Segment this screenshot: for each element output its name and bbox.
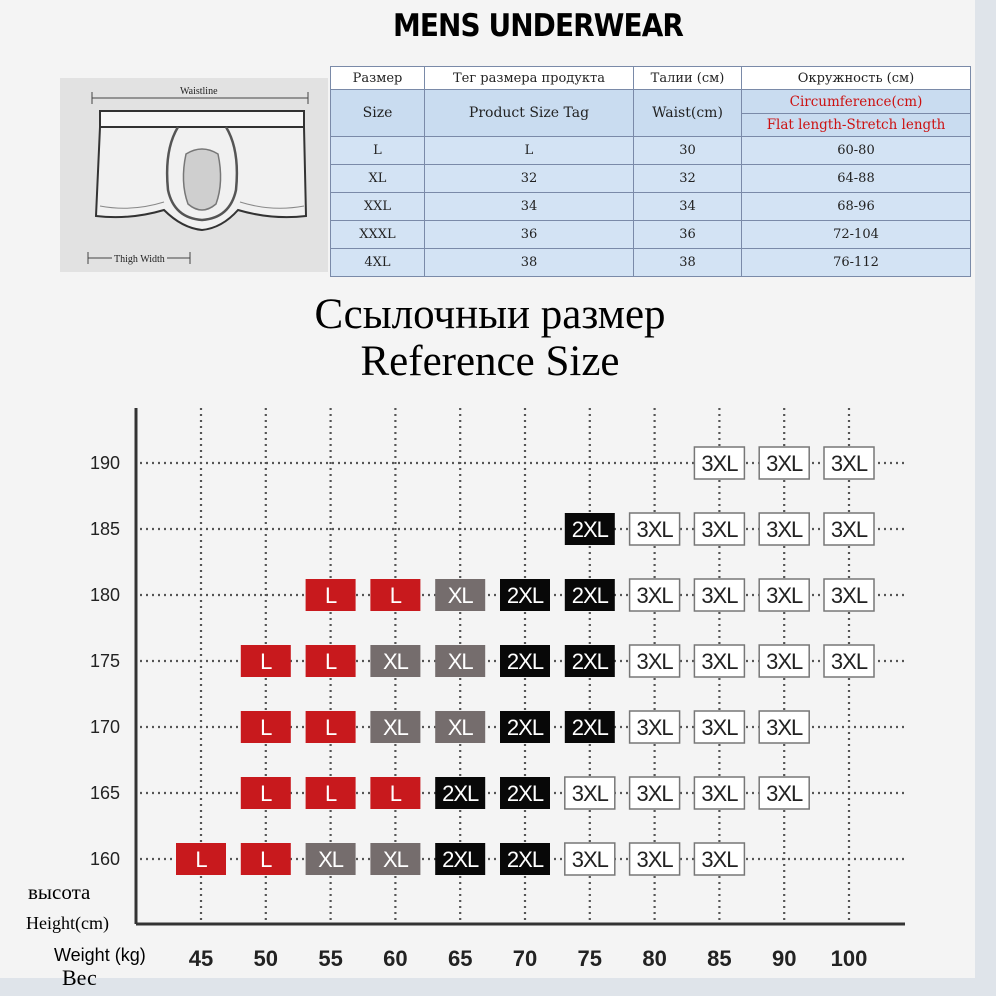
size-cell-label: XL [447,649,473,674]
size-cell-label: L [324,583,337,608]
flat-stretch-label: Flat length-Stretch length [742,113,970,136]
size-cell-label: 2XL [442,781,479,806]
waistline-label: Waistline [180,86,218,97]
size-cell-label: 2XL [506,715,544,740]
y-tick-label: 170 [89,717,120,737]
cell-waist: 38 [634,249,742,277]
size-cell-label: 3XL [701,847,738,872]
cell-size: 4XL [331,249,425,277]
x-tick-label: 45 [188,946,214,971]
size-cell-label: XL [447,715,473,740]
size-cell-label: 3XL [766,451,803,476]
x-tick-label: 65 [447,946,473,971]
reference-title-en: Reference Size [360,338,620,385]
cell-waist: 30 [634,137,742,165]
size-cell-label: L [260,649,272,674]
size-cell-label: 3XL [766,715,803,740]
size-cell-label: 3XL [636,847,673,872]
size-cell-label: 3XL [701,517,738,542]
size-cell-label: 3XL [830,451,868,476]
size-cell-label: 3XL [766,649,803,674]
size-cell-label: 3XL [636,649,673,674]
y-tick-label: 165 [89,783,120,803]
cell-tag: 38 [425,249,634,277]
size-cell-label: 2XL [571,715,608,740]
size-cell-label: XL [447,583,473,608]
size-cell-label: L [260,847,272,872]
cell-tag: L [425,137,634,165]
page-title: MENS UNDERWEAR [393,8,683,44]
size-cell-label: 3XL [571,781,608,806]
reference-title-ru: Ссылочныи размер [314,291,666,338]
header-waist-ru: Талии (см) [634,67,742,90]
size-cell-label: 2XL [571,517,608,542]
cell-waist: 36 [634,221,742,249]
cell-waist: 34 [634,193,742,221]
size-cell-label: 2XL [506,583,544,608]
header-size: Size [331,90,425,137]
size-cell-label: 3XL [830,517,868,542]
header-tag-ru: Тег размера продукта [425,67,634,90]
size-cell-label: 3XL [636,517,673,542]
circumference-label: Circumference(cm) [789,93,923,110]
cell-circumference: 76-112 [742,249,971,277]
size-cell-label: 3XL [701,715,738,740]
size-cell-label: 2XL [506,847,544,872]
size-cell-label: XL [382,649,408,674]
size-cell-label: 3XL [766,583,803,608]
size-cell-label: 3XL [701,583,738,608]
size-cell-label: 2XL [571,583,608,608]
x-tick-label: 60 [383,946,408,971]
size-cell-label: 2XL [506,781,544,806]
size-cell-label: 2XL [571,649,608,674]
size-cell-label: 3XL [830,649,868,674]
cell-size: L [331,137,425,165]
cell-circumference: 72-104 [742,221,971,249]
thigh-width-label: Thigh Width [114,254,165,265]
header-waist: Waist(cm) [634,90,742,137]
header-size-ru: Размер [331,67,425,90]
size-cell-label: L [260,781,272,806]
size-cell-label: XL [382,715,408,740]
cell-circumference: 68-96 [742,193,971,221]
x-axis-label-ru: Вес [62,965,97,990]
size-cell-label: 2XL [506,649,544,674]
y-axis-label: Height(cm) [26,913,109,933]
size-cell-label: 3XL [766,517,803,542]
cell-waist: 32 [634,165,742,193]
size-cell-label: 3XL [636,715,673,740]
size-cell-label: XL [318,847,344,872]
cell-size: XXXL [331,221,425,249]
cell-circumference: 64-88 [742,165,971,193]
size-cell-label: 3XL [701,649,738,674]
size-cell-label: 2XL [442,847,479,872]
size-cell-label: 3XL [571,847,608,872]
header-tag: Product Size Tag [425,90,634,137]
x-tick-label: 100 [830,946,868,971]
x-tick-label: 50 [253,946,279,971]
size-cell-label: 3XL [636,781,673,806]
y-tick-label: 180 [89,585,120,605]
size-cell-label: 3XL [701,451,738,476]
y-tick-label: 160 [89,849,120,869]
y-axis-label-ru: высота [28,880,91,904]
y-tick-label: 185 [89,519,120,539]
x-tick-label: 90 [771,946,797,971]
size-cell-label: XL [382,847,408,872]
size-cell-label: L [324,715,337,740]
y-tick-label: 190 [89,453,120,473]
size-cell-label: L [324,649,337,674]
cell-tag: 36 [425,221,634,249]
x-tick-label: 80 [642,946,667,971]
x-tick-label: 85 [707,946,732,971]
x-tick-label: 70 [512,946,538,971]
cell-size: XL [331,165,425,193]
x-axis-label: Weight (kg) [54,945,146,965]
size-cell-label: L [389,781,402,806]
size-cell-label: 3XL [830,583,868,608]
cell-tag: 34 [425,193,634,221]
header-circumference-ru: Окружность (см) [742,67,971,90]
size-cell-label: L [260,715,272,740]
size-cell-label: 3XL [766,781,803,806]
x-tick-label: 75 [577,946,603,971]
size-cell-label: L [389,583,402,608]
size-cell-label: 3XL [636,583,673,608]
size-cell-label: L [324,781,337,806]
cell-circumference: 60-80 [742,137,971,165]
cell-size: XXL [331,193,425,221]
size-cell-label: L [195,847,207,872]
cell-tag: 32 [425,165,634,193]
x-tick-label: 55 [318,946,343,971]
size-cell-label: 3XL [701,781,738,806]
y-tick-label: 175 [89,651,120,671]
